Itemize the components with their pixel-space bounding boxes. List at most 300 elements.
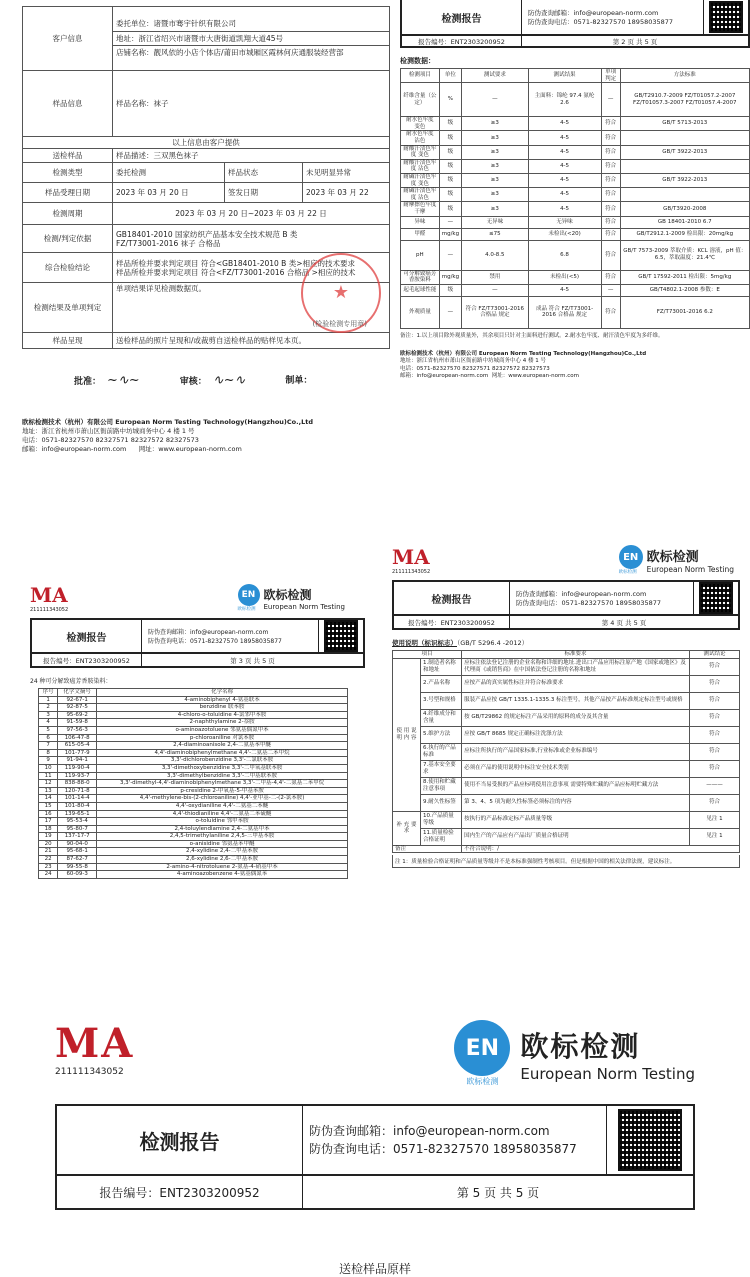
review-signature: ∿~∿ bbox=[212, 373, 246, 389]
table-cell: 4-5 bbox=[528, 117, 601, 131]
table-cell: 3,3'-dimethylbenzidine 3,3'-二甲基联苯胺 bbox=[97, 772, 348, 780]
table-cell: 级 bbox=[439, 173, 461, 187]
receive-date-label: 样品受理日期 bbox=[23, 183, 113, 203]
table-cell: ≥3 bbox=[462, 131, 528, 145]
table-cell: 8 bbox=[39, 749, 58, 757]
table-cell: 10.产品质量等级 bbox=[421, 811, 462, 828]
table-cell: GB/T 5713-2013 bbox=[620, 117, 749, 131]
table-cell: 2 bbox=[39, 704, 58, 712]
table-cell: GB/T 17592-2011 检出限：5mg/kg bbox=[620, 270, 749, 284]
table-cell: 12 bbox=[39, 780, 58, 788]
page2-col-2: 测试要求 bbox=[462, 69, 528, 83]
table-cell: 11 bbox=[39, 772, 58, 780]
table-cell: 6.8 bbox=[528, 240, 601, 270]
table-cell: 4-5 bbox=[528, 159, 601, 173]
table-cell: 14 bbox=[39, 795, 58, 803]
table-cell: — bbox=[439, 240, 461, 270]
table-cell: 无异味 bbox=[528, 216, 601, 228]
make-label: 制单： bbox=[285, 376, 313, 387]
page2-address: 地址：浙江省杭州市萧山区衙前路中坊城商务中心 4 楼 1 号 bbox=[400, 358, 546, 365]
table-row bbox=[39, 863, 348, 871]
page2-qr-code-icon bbox=[709, 1, 743, 33]
sample-info-label: 样品信息 bbox=[23, 71, 113, 137]
page2-mail: 防伪查询邮箱：info@european-norm.com bbox=[528, 9, 659, 17]
client-address: 地址：浙江省绍兴市诸暨市大唐街道凯翔大道45号 bbox=[113, 32, 389, 46]
table-cell: 4 bbox=[39, 719, 58, 727]
page3-subheader bbox=[30, 654, 365, 668]
page3-col-2: 化学名称 bbox=[97, 689, 348, 697]
page4-section-title: 使用说明（标识标志） bbox=[392, 639, 457, 647]
client-unit: 委托单位：诸暨市骞宇针织有限公司 bbox=[113, 17, 389, 31]
page2-footer bbox=[400, 351, 750, 381]
page1-report bbox=[22, 6, 390, 453]
company-web-link[interactable]: 网址：www.european-norm.com bbox=[138, 444, 242, 453]
page3-report-no: 报告编号：ENT2303200952 bbox=[32, 654, 142, 666]
page5-logo-cn: 欧标检测 bbox=[520, 1029, 641, 1063]
page3-header bbox=[30, 618, 365, 654]
table-cell: 耐水色牢度 变色 bbox=[401, 117, 440, 131]
table-cell: — bbox=[601, 83, 620, 117]
table-cell: 符合 bbox=[601, 159, 620, 173]
table-row bbox=[401, 83, 750, 117]
table-cell: 符合 bbox=[690, 692, 740, 709]
table-row bbox=[39, 818, 348, 826]
page2-report bbox=[400, 0, 750, 380]
table-cell: benzidine 联苯胺 bbox=[97, 704, 348, 712]
table-cell: 90-04-0 bbox=[58, 840, 97, 848]
table-cell: pH bbox=[401, 240, 440, 270]
table-cell: 10 bbox=[39, 764, 58, 772]
table-row bbox=[401, 173, 750, 187]
table-cell: 4.纤维成分和含量 bbox=[421, 709, 462, 726]
page5-qr-code-icon bbox=[618, 1109, 682, 1171]
table-cell: GB 18401-2010 6.7 bbox=[620, 216, 749, 228]
table-cell: 101-14-4 bbox=[58, 795, 97, 803]
table-row bbox=[39, 780, 348, 788]
table-row bbox=[401, 131, 750, 145]
official-seal: ★ bbox=[301, 253, 381, 333]
page4-header bbox=[392, 580, 740, 616]
table-cell: 119-90-4 bbox=[58, 764, 97, 772]
table-cell: 2,4-xylidine 2,4-二甲基苯胺 bbox=[97, 848, 348, 856]
table-cell: 未检出(<20) bbox=[528, 228, 601, 240]
table-cell: 符合 bbox=[690, 743, 740, 760]
sample-state-value: 未见明显异常 bbox=[303, 163, 390, 183]
table-cell: 87-62-7 bbox=[58, 856, 97, 864]
page4-page-no: 第 4 页 共 5 页 bbox=[601, 618, 647, 627]
page3-ma-logo: MA bbox=[30, 583, 68, 607]
table-cell: 应标注所执行的产品国家标准,行业标准或企业标准编号 bbox=[462, 743, 690, 760]
table-row bbox=[401, 228, 750, 240]
table-cell: 21 bbox=[39, 848, 58, 856]
table-cell: 119-93-7 bbox=[58, 772, 97, 780]
page4-col-item: 项目 bbox=[393, 651, 462, 659]
page4-subheader bbox=[392, 616, 740, 630]
table-cell: 甲醛 bbox=[401, 228, 440, 240]
page3-section-title: 24 种可分解致癌芳香胺染料： bbox=[30, 678, 112, 685]
table-cell: 5.维护方法 bbox=[421, 726, 462, 743]
table-cell: 7.基本安全要求 bbox=[421, 760, 462, 777]
page3-col-1: 化学文摘号 bbox=[58, 689, 97, 697]
page5-mail: 防伪查询邮箱：info@european-norm.com bbox=[309, 1124, 550, 1138]
page4-logo-en: European Norm Testing bbox=[646, 565, 734, 574]
table-cell: 级 bbox=[439, 159, 461, 173]
table-cell: 3 bbox=[39, 711, 58, 719]
table-cell: 成品 符合 FZ/T73001-2016 合格品 规定 bbox=[528, 296, 601, 328]
client-shop: 店铺名称：靓风依的小店个体店/莆田市城厢区霞林何庆通服装经营部 bbox=[116, 48, 344, 58]
period-label: 检测周期 bbox=[23, 203, 113, 225]
page5-logo-en: European Norm Testing bbox=[520, 1064, 695, 1083]
table-cell: 120-71-8 bbox=[58, 787, 97, 795]
table-row bbox=[401, 240, 750, 270]
table-cell: 6 bbox=[39, 734, 58, 742]
page4-note: 注 1：质量检验合格证明和产品质量等级并不是本标准强制性考核项目。但是根据中国的相关法律法规，建议标注。 bbox=[392, 855, 740, 868]
table-cell: 16 bbox=[39, 810, 58, 818]
table-cell: 符合 bbox=[601, 228, 620, 240]
table-cell: 3,3'-dimethoxybenzidine 3,3'-二甲氧基联苯胺 bbox=[97, 764, 348, 772]
table-cell: GB/T4802.1-2008 参数：E bbox=[620, 284, 749, 296]
page5-ma-code: 211111343052 bbox=[55, 1067, 124, 1077]
table-cell: 15 bbox=[39, 802, 58, 810]
table-cell: 4-5 bbox=[528, 284, 601, 296]
table-cell: 91-59-8 bbox=[58, 719, 97, 727]
page4-col-req: 标准要求 bbox=[462, 651, 690, 659]
company-phone: 电话：0571-82327570 82327571 82327572 82327573 bbox=[22, 435, 199, 444]
table-row bbox=[401, 296, 750, 328]
table-row bbox=[401, 202, 750, 216]
table-row bbox=[39, 757, 348, 765]
page2-note: 备注：1.以上项目除外观质量外，其余项目只针对主面料进行测试。2.耐水色牢度、耐汗渍色牢度为多纤维。 bbox=[400, 332, 664, 339]
table-cell: 97-56-3 bbox=[58, 726, 97, 734]
table-cell: ≥3 bbox=[462, 117, 528, 131]
table-cell: 符合 bbox=[690, 726, 740, 743]
table-cell: 级 bbox=[439, 202, 461, 216]
table-cell: 4.0-8.5 bbox=[462, 240, 528, 270]
table-row bbox=[401, 159, 750, 173]
table-cell: — bbox=[601, 284, 620, 296]
table-cell: GB/T2912.1-2009 检出限：20mg/kg bbox=[620, 228, 749, 240]
table-cell: 禁用 bbox=[462, 270, 528, 284]
table-cell: o-anisidine 邻氨基苯甲醚 bbox=[97, 840, 348, 848]
table-cell: 符合 bbox=[601, 216, 620, 228]
table-cell: 4-aminoazobenzene 4-氨基偶氮苯 bbox=[97, 871, 348, 879]
table-cell: 按 GB/T29862 的规定标注产品采用的原料的成分及其含量 bbox=[462, 709, 690, 726]
page2-page-no: 第 2 页 共 5 页 bbox=[612, 37, 658, 46]
page5-logo-sub: 欧标检测 bbox=[466, 1077, 499, 1086]
table-row bbox=[39, 704, 348, 712]
page2-col-5: 方法标准 bbox=[620, 69, 749, 83]
table-cell: 7 bbox=[39, 742, 58, 750]
table-cell: FZ/T73001-2016 6.2 bbox=[620, 296, 749, 328]
sample-state-label: 样品状态 bbox=[225, 163, 303, 183]
table-cell: 应按 GB/T 8685 规定正确标注洗涤方法 bbox=[462, 726, 690, 743]
table-cell: mg/kg bbox=[439, 228, 461, 240]
table-row bbox=[39, 840, 348, 848]
page5-phone: 防伪查询电话：0571-82327570 18958035877 bbox=[309, 1142, 577, 1156]
table-cell: 4-5 bbox=[528, 188, 601, 202]
table-cell: 外观质量 bbox=[401, 296, 440, 328]
table-row bbox=[393, 777, 740, 794]
table-cell: 级 bbox=[439, 145, 461, 159]
remark-label: 备注 bbox=[393, 845, 462, 853]
page2-col-1: 单位 bbox=[439, 69, 461, 83]
table-cell: 符合 bbox=[690, 709, 740, 726]
table-row bbox=[39, 848, 348, 856]
table-cell: 4,4'-thiodianiline 4,4'-二氨基二苯硫醚 bbox=[97, 810, 348, 818]
page2-section-title: 检测数据： bbox=[400, 57, 435, 65]
table-cell: 异味 bbox=[401, 216, 440, 228]
table-cell: 101-80-4 bbox=[58, 802, 97, 810]
table-row bbox=[393, 811, 740, 828]
page4-label-table bbox=[392, 650, 740, 853]
basis-label: 检测/判定依据 bbox=[23, 225, 113, 253]
page4-ma-code: 211111343052 bbox=[392, 569, 431, 575]
table-cell: 符合 FZ/T73001-2016 合格品 规定 bbox=[462, 296, 528, 328]
page2-email: 邮箱：info@european-norm.com bbox=[400, 372, 489, 379]
table-cell: 耐水色牢度 沾色 bbox=[401, 131, 440, 145]
table-cell: 应标注依法登记注册的企业名称和详细的地址.进出口产品应用标注原产地《国家或地区》及代理商《或销售商》在中国依法登记注册的名称和地址 bbox=[462, 658, 690, 675]
table-row bbox=[39, 734, 348, 742]
table-row bbox=[39, 825, 348, 833]
table-cell: 4-5 bbox=[528, 202, 601, 216]
table-cell: 国内生产的产品应有产品出厂质量合格证明 bbox=[462, 828, 690, 845]
table-row bbox=[39, 795, 348, 803]
table-cell: 13 bbox=[39, 787, 58, 795]
table-cell: 见注 1 bbox=[690, 828, 740, 845]
table-cell: 22 bbox=[39, 856, 58, 864]
table-row bbox=[39, 719, 348, 727]
table-cell: 应按产品的真实属性标注并符合标准要求 bbox=[462, 675, 690, 692]
table-cell: 符合 bbox=[601, 270, 620, 284]
table-cell: 符合 bbox=[690, 794, 740, 811]
table-row bbox=[39, 772, 348, 780]
table-cell: 符合 bbox=[601, 240, 620, 270]
table-cell: 8.使用和贮藏注意事项 bbox=[421, 777, 462, 794]
table-cell: 4-chloro-o-toluidine 4-氯邻甲苯胺 bbox=[97, 711, 348, 719]
company-address: 地址：浙江省杭州市萧山区衙前路中坊城商务中心 4 楼 1 号 bbox=[22, 427, 195, 436]
table-row bbox=[39, 871, 348, 879]
page4-mail: 防伪查询邮箱：info@european-norm.com bbox=[516, 590, 647, 598]
table-cell: 4,4'-oxydianiline 4,4'-二氨基二苯醚 bbox=[97, 802, 348, 810]
table-cell: 级 bbox=[439, 188, 461, 202]
company-email: 邮箱：info@european-norm.com bbox=[22, 444, 127, 453]
table-cell: 3.号型和规格 bbox=[421, 692, 462, 709]
table-cell: 按执行的产品标准定标产品质量等级 bbox=[462, 811, 690, 828]
table-row bbox=[393, 658, 740, 675]
table-cell: mg/kg bbox=[439, 270, 461, 284]
table-cell: 101-77-9 bbox=[58, 749, 97, 757]
table-cell: 24 bbox=[39, 871, 58, 879]
table-cell: 4-aminobiphenyl 4-氨基联苯 bbox=[97, 696, 348, 704]
table-row bbox=[401, 270, 750, 284]
table-cell: — bbox=[439, 296, 461, 328]
page2-col-0: 检测项目 bbox=[401, 69, 440, 83]
table-cell: 符合 bbox=[601, 296, 620, 328]
table-cell: ≥3 bbox=[462, 159, 528, 173]
basis-line-2: FZ/T73001-2016 袜子 合格品 bbox=[116, 238, 221, 248]
table-row bbox=[393, 828, 740, 845]
table-cell: GB/T 3922-2013 bbox=[620, 145, 749, 159]
table-row bbox=[401, 188, 750, 202]
sample-name: 样品名称：袜子 bbox=[113, 71, 390, 137]
table-cell: 4,4'-methylene-bis-(2-chloroaniline) 4,4'-亚甲基-二-(2-氯苯胺) bbox=[97, 795, 348, 803]
table-cell: — bbox=[439, 216, 461, 228]
table-cell: GB/T2910.7-2009 FZ/T01057.2-2007 FZ/T01057.3-2007 FZ/T01057.4-2007 bbox=[620, 83, 749, 117]
table-cell: 2.产品名称 bbox=[421, 675, 462, 692]
table-row bbox=[39, 726, 348, 734]
table-cell: 使用不当易受损的产品应标明使用注意事项 需要特殊贮藏的产品应标明贮藏方法 bbox=[462, 777, 690, 794]
table-cell: p-chloroaniline 对氯苯胺 bbox=[97, 734, 348, 742]
sign-date-value: 2023 年 03 月 22 bbox=[303, 183, 390, 203]
table-cell: 99-55-8 bbox=[58, 863, 97, 871]
table-row bbox=[401, 117, 750, 131]
table-cell: 未检出(<5) bbox=[528, 270, 601, 284]
page2-col-4: 单项判定 bbox=[601, 69, 620, 83]
table-row bbox=[39, 764, 348, 772]
table-cell: ≤75 bbox=[462, 228, 528, 240]
page5-en-logo-icon: EN bbox=[454, 1020, 510, 1076]
page3-qr-code-icon bbox=[324, 620, 358, 652]
table-row bbox=[39, 749, 348, 757]
table-cell: ——— bbox=[690, 777, 740, 794]
present-value: 送检样品的照片呈现和/或裁剪自送检样品的贴样见本页。 bbox=[113, 333, 390, 349]
table-cell: 11.质量检验合格证明 bbox=[421, 828, 462, 845]
table-cell: GB/T3920-2008 bbox=[620, 202, 749, 216]
table-row bbox=[39, 802, 348, 810]
table-cell: 3,3'-dimethyl-4,4'-diaminobiphenylmethane 3,3'-二甲基-4,4'-二氨基二苯甲烷 bbox=[97, 780, 348, 788]
page5-header bbox=[55, 1104, 695, 1176]
page4-col-result: 测试结论 bbox=[690, 651, 740, 659]
table-row bbox=[393, 794, 740, 811]
table-row bbox=[39, 787, 348, 795]
table-cell: o-toluidine 邻甲苯胺 bbox=[97, 818, 348, 826]
table-cell: 2,6-xylidine 2,6-二甲基苯胺 bbox=[97, 856, 348, 864]
sample-label: 送检样品 bbox=[23, 149, 113, 163]
table-cell: 5 bbox=[39, 726, 58, 734]
page5-report-no: 报告编号：ENT2303200952 bbox=[57, 1176, 303, 1208]
page5-ma-logo: MA bbox=[55, 1020, 135, 1067]
page5-page-no: 第 5 页 共 5 页 bbox=[456, 1185, 540, 1200]
page2-web-link[interactable]: 网址：www.european-norm.com bbox=[491, 372, 579, 379]
page2-subheader bbox=[400, 36, 750, 48]
table-cell: 92-67-1 bbox=[58, 696, 97, 704]
table-cell: — bbox=[462, 83, 528, 117]
table-cell: 92-87-5 bbox=[58, 704, 97, 712]
page2-col-3: 测试结果 bbox=[528, 69, 601, 83]
table-cell: 符合 bbox=[690, 658, 740, 675]
table-cell: % bbox=[439, 83, 461, 117]
receive-date-value: 2023 年 03 月 20 日 bbox=[113, 183, 225, 203]
page4-en-logo-icon: EN bbox=[619, 545, 643, 569]
table-cell: 2,4-toluylendiamine 2,4-二氨基甲苯 bbox=[97, 825, 348, 833]
table-cell: 4-5 bbox=[528, 173, 601, 187]
table-cell: GB/T 7573-2009 萃取介质：KCL 溶液，pH 值：6.5，萃取温度：21.4℃ bbox=[620, 240, 749, 270]
table-row bbox=[39, 696, 348, 704]
table-cell: 2,4-diaminoanisole 2,4-二氨基苯甲醚 bbox=[97, 742, 348, 750]
table-cell: 137-17-7 bbox=[58, 833, 97, 841]
approve-signature: ~∿~ bbox=[107, 373, 140, 389]
page3-report bbox=[30, 578, 365, 879]
table-cell: 耐碱汗渍色牢度 沾色 bbox=[401, 188, 440, 202]
group-label: 补 充 要 求 bbox=[393, 811, 421, 845]
table-cell: 符合 bbox=[601, 188, 620, 202]
table-cell: 3,3'-dichlorobenzidine 3,3'-二氯联苯胺 bbox=[97, 757, 348, 765]
provided-note: 以上信息由客户提供 bbox=[23, 137, 390, 149]
page3-amine-table bbox=[38, 688, 348, 879]
table-cell: 可分解致癌芳香胺染料 bbox=[401, 270, 440, 284]
table-row bbox=[39, 742, 348, 750]
page3-ma-code: 211111343052 bbox=[30, 607, 69, 613]
conclusion-label: 综合检验结论 bbox=[23, 253, 113, 283]
table-cell: 级 bbox=[439, 284, 461, 296]
page4-header-title: 检测报告 bbox=[394, 582, 510, 614]
table-row bbox=[393, 845, 740, 853]
table-cell: 见注 1 bbox=[690, 811, 740, 828]
table-cell bbox=[620, 188, 749, 202]
review-label: 审核： bbox=[179, 377, 207, 388]
page3-logo-en: European Norm Testing bbox=[263, 602, 345, 611]
table-cell: 95-68-1 bbox=[58, 848, 97, 856]
page2-company: 欧标检测技术（杭州）有限公司 European Norm Testing Technology(Hangzhou)Co.,Ltd bbox=[400, 350, 647, 357]
table-cell: 23 bbox=[39, 863, 58, 871]
table-cell: 级 bbox=[439, 131, 461, 145]
table-row bbox=[401, 284, 750, 296]
table-cell: 60-09-3 bbox=[58, 871, 97, 879]
table-cell: 符合 bbox=[601, 202, 620, 216]
seal-caption: (检验检测专用章) bbox=[312, 319, 367, 328]
page2-header-title: 检测报告 bbox=[402, 0, 522, 34]
table-cell: 4-5 bbox=[528, 131, 601, 145]
table-cell: 服装产品应按 GB/T 1335.1-1335.3 标注型号，其他产品按产品标准规定标注型号或规格 bbox=[462, 692, 690, 709]
table-cell: 符合 bbox=[601, 117, 620, 131]
group-label: 使 用 说 明 内 容 bbox=[393, 658, 421, 811]
page3-col-0: 序号 bbox=[39, 689, 58, 697]
table-cell: 耐酸汗渍色牢度 沾色 bbox=[401, 159, 440, 173]
page2-phone-list: 电话：0571-82327570 82327571 82327572 82327573 bbox=[400, 365, 550, 372]
page5-report bbox=[55, 1020, 695, 1277]
page3-en-logo-icon: EN bbox=[238, 584, 260, 606]
test-type-label: 检测类型 bbox=[23, 163, 113, 183]
table-cell: 95-69-2 bbox=[58, 711, 97, 719]
table-cell: 2,4,5-trimethylaniline 2,4,5-三甲基苯胺 bbox=[97, 833, 348, 841]
table-cell: GB/T 3922-2013 bbox=[620, 173, 749, 187]
table-cell: 9 bbox=[39, 757, 58, 765]
table-cell: ≥3 bbox=[462, 202, 528, 216]
table-cell: 4-5 bbox=[528, 145, 601, 159]
table-row bbox=[39, 856, 348, 864]
table-cell: 级 bbox=[439, 117, 461, 131]
table-cell: 主面料：锦纶 97.4 氨纶 2.6 bbox=[528, 83, 601, 117]
page3-logo-sub: 欧标检测 bbox=[237, 607, 256, 612]
table-cell: o-aminoazotoluene 邻氨基偶氮甲苯 bbox=[97, 726, 348, 734]
table-cell: 20 bbox=[39, 840, 58, 848]
table-row bbox=[39, 711, 348, 719]
table-cell: ≥3 bbox=[462, 173, 528, 187]
table-cell: 106-47-8 bbox=[58, 734, 97, 742]
approve-label: 批准： bbox=[74, 377, 102, 388]
table-cell: 17 bbox=[39, 818, 58, 826]
table-cell bbox=[620, 131, 749, 145]
table-cell: 耐碱汗渍色牢度 变色 bbox=[401, 173, 440, 187]
table-cell: 符合 bbox=[601, 145, 620, 159]
table-row bbox=[393, 743, 740, 760]
table-cell: 起毛起球性能 bbox=[401, 284, 440, 296]
page3-header-title: 检测报告 bbox=[32, 620, 142, 652]
table-cell: 1 bbox=[39, 696, 58, 704]
page2-report-no: 报告编号：ENT2303200952 bbox=[402, 36, 522, 46]
table-cell: 耐酸汗渍色牢度 变色 bbox=[401, 145, 440, 159]
table-row bbox=[401, 216, 750, 228]
